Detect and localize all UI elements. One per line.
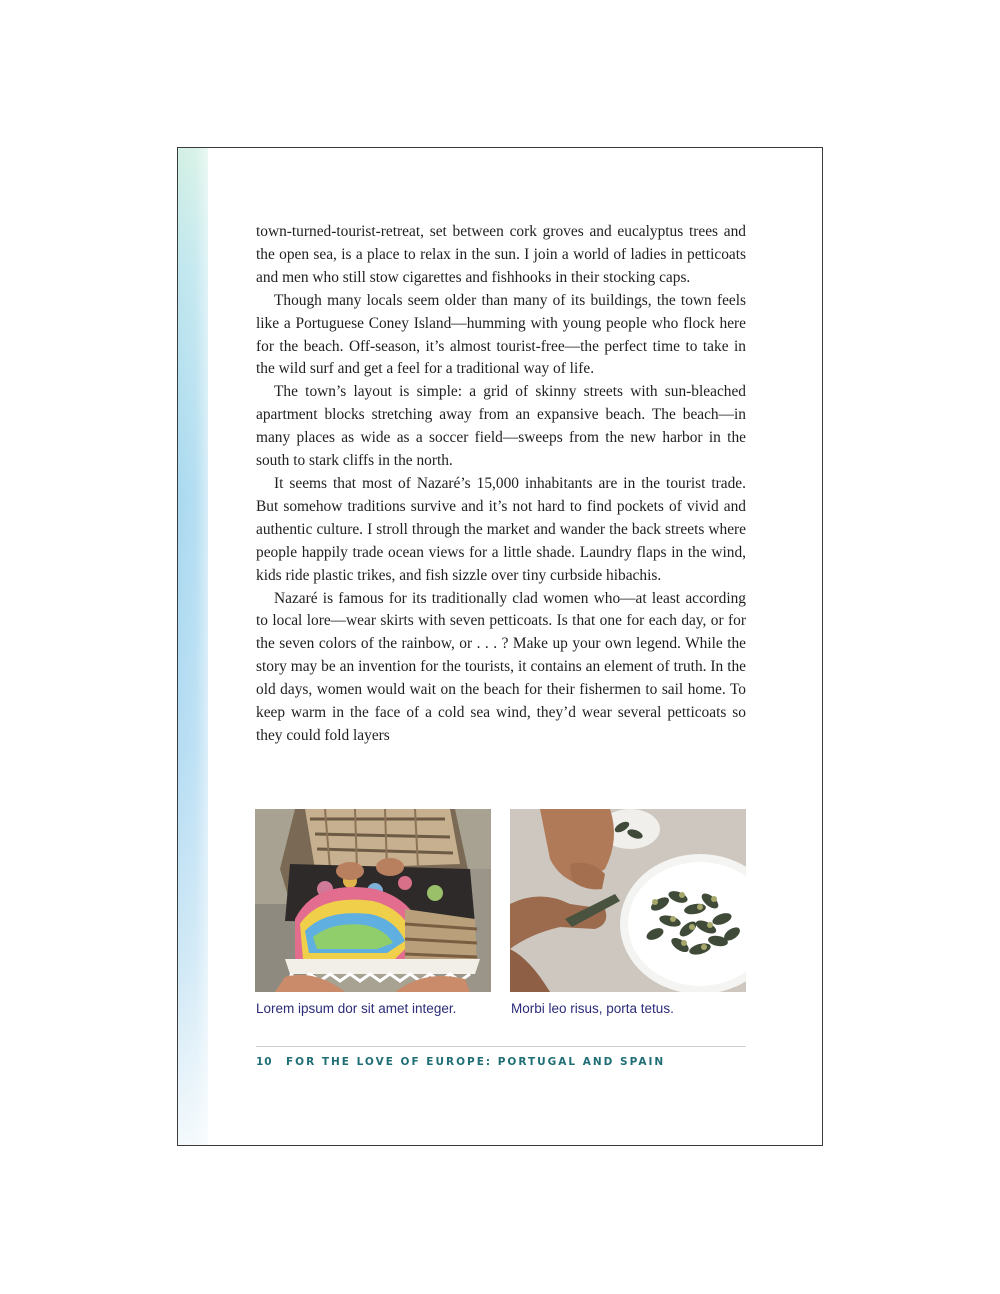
barnacles-photo-illustration: [510, 809, 746, 992]
page-number: 10: [256, 1056, 273, 1068]
photo-embroidery: [255, 809, 491, 992]
footer-divider: [256, 1046, 746, 1047]
paragraph-2: Though many locals seem older than many of its buildings, the town feels like a Portuguese Coney Island—humming with young people who flock here for the beach. Off-season, it’s almost tourist-free—the perfect time to take in the wild surf and get a feel for a traditional way of life.: [256, 291, 746, 378]
paragraph-5: Nazaré is famous for its traditionally clad women who—at least according to local lore—wear skirts with seven petticoats. Is that one for each day, or for the seven colors of the rainbow, or . . . ? Make up your own legend. While the story may be an invention for the tourists, it contains an element of truth. In the old days, women would wait on the beach for their fishermen to sail home. To keep warm in the face of a cold sea wind, they’d wear several petticoats so they could fold layers: [256, 589, 746, 744]
paragraph-4: It seems that most of Nazaré’s 15,000 inhabitants are in the tourist trade. But somehow traditions survive and it’s not hard to find pockets of vivid and authentic culture. I stroll through the market and wander the back streets where people happily trade ocean views for a little shade. Laundry flaps in the wind, kids ride plastic trikes, and fish sizzle over tiny curbside hibachis.: [256, 474, 746, 584]
caption-left: Lorem ipsum dor sit amet integer.: [256, 1001, 457, 1016]
paragraph-1: town-turned-tourist-retreat, set between cork groves and eucalyptus trees and the open sea, is a place to relax in the sun. I join a world of ladies in petticoats and men who still stow cigarettes and fishhooks in their stocking caps.: [256, 223, 746, 286]
watercolor-margin-decoration: [178, 148, 208, 1145]
book-page: [177, 147, 823, 1146]
photo-barnacles: [510, 809, 746, 992]
embroidery-photo-illustration: [255, 809, 491, 992]
body-text: [256, 221, 746, 748]
caption-right: Morbi leo risus, porta tetus.: [511, 1001, 674, 1016]
running-footer: [256, 1056, 665, 1068]
paragraph-3: The town’s layout is simple: a grid of skinny streets with sun-bleached apartment blocks stretching away from an expansive beach. The beach—in many places as wide as a soccer field—sweeps from the new harbor in the south to stark cliffs in the north.: [256, 383, 746, 470]
running-title: FOR THE LOVE OF EUROPE: PORTUGAL AND SPAIN: [286, 1056, 666, 1068]
